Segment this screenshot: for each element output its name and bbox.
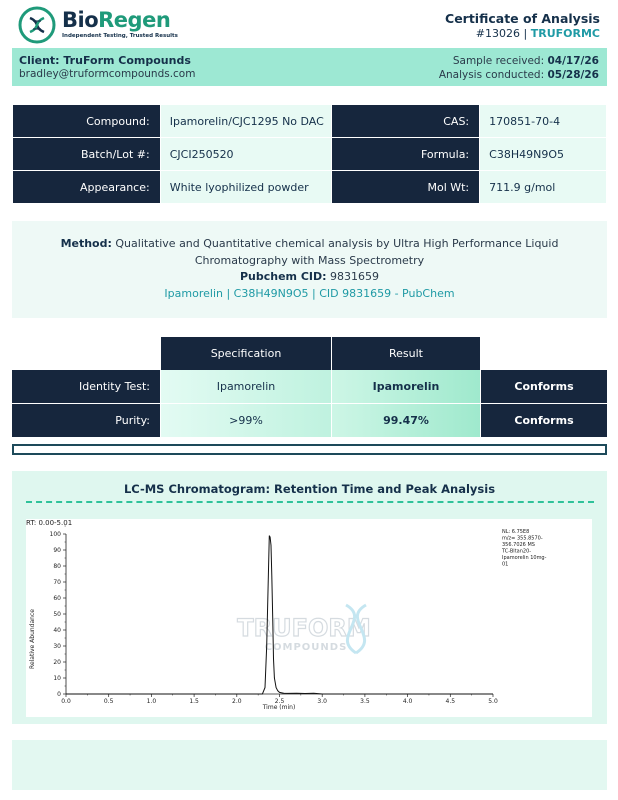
info-line: NL: 6.75E8 <box>502 529 530 535</box>
chromatogram-panel <box>26 519 592 717</box>
purity-spec: >99% <box>161 404 331 437</box>
report-header <box>12 6 608 44</box>
appearance-value: White lyophilized powder <box>160 171 331 204</box>
y-tick-label: 60 <box>53 595 61 602</box>
x-tick-label: 2.0 <box>232 698 242 705</box>
x-tick-label: 1.0 <box>146 698 157 705</box>
x-tick-label: 3.0 <box>317 698 327 705</box>
brand-code: TRUFORMC <box>530 27 600 40</box>
batch-value: CJCI250520 <box>160 138 331 171</box>
purity-status: Conforms <box>481 404 607 437</box>
x-tick-label: 4.0 <box>402 698 413 705</box>
info-row-batch <box>13 138 607 171</box>
cas-label: CAS: <box>331 105 480 138</box>
x-tick-label: 0.5 <box>103 698 114 705</box>
certificate-number: #13026 <box>475 27 521 40</box>
formula-label: Formula: <box>331 138 480 171</box>
x-tick-label: 3.5 <box>360 698 370 705</box>
logo-tagline: Independent Testing, Trusted Results <box>62 33 178 39</box>
info-line: 01 <box>502 561 509 568</box>
logo-wordmark-bio: Bio <box>62 8 99 32</box>
client-dates <box>439 54 599 82</box>
certificate-id <box>476 27 600 40</box>
appearance-label: Appearance: <box>13 171 161 204</box>
info-line: TC-Bltan20- <box>502 548 532 555</box>
y-tick-label: 10 <box>53 675 61 682</box>
watermark-truform: TRUFORM <box>237 614 371 642</box>
specification-header: Specification <box>161 337 331 370</box>
cas-value: 170851-70-4 <box>480 105 607 138</box>
pubchem-link[interactable]: Ipamorelin | C38H49N9O5 | CID 9831659 - PubChem <box>164 286 455 300</box>
y-tick-label: 50 <box>53 611 61 618</box>
method-box <box>12 221 607 318</box>
compound-value: Ipamorelin/CJC1295 No DAC <box>160 105 331 138</box>
y-tick-label: 70 <box>53 579 61 586</box>
certificate-title: Certificate of Analysis <box>445 11 600 26</box>
result-header: Result <box>332 337 480 370</box>
x-tick-label: 1.5 <box>189 698 199 705</box>
result-row-identity <box>12 370 607 403</box>
method-label: Method: <box>60 237 112 250</box>
sample-received-date: 04/17/26 <box>547 55 599 67</box>
watermark-compounds: COMPOUNDS <box>264 642 348 653</box>
identity-status: Conforms <box>481 370 607 403</box>
info-line: m/z= 355.8570- <box>502 535 543 542</box>
y-tick-label: 0 <box>57 691 61 698</box>
method-line1 <box>12 236 607 253</box>
sample-received <box>439 54 599 68</box>
info-block <box>501 529 547 568</box>
y-tick-label: 90 <box>53 547 61 554</box>
logo-wordmark-regen: Regen <box>98 8 171 32</box>
x-axis-label: Time (min) <box>262 704 296 711</box>
molwt-label: Mol Wt: <box>331 171 480 204</box>
info-line: 356.7026 MS <box>502 542 535 548</box>
watermark <box>237 605 371 653</box>
analysis-conducted-date: 05/28/26 <box>547 69 599 81</box>
identity-result: Ipamorelin <box>332 370 480 403</box>
y-tick-label: 20 <box>53 659 61 666</box>
bioregen-logo <box>18 6 178 44</box>
analysis-conducted <box>439 68 599 82</box>
client-email: bradley@truformcompounds.com <box>19 68 196 80</box>
chromatogram-title: LC-MS Chromatogram: Retention Time and Peak Analysis <box>123 482 496 496</box>
pubchem-value: 9831659 <box>330 270 380 283</box>
x-tick-label: 2.5 <box>274 698 285 705</box>
rt-range: RT: 0.00-5.01 <box>26 519 73 527</box>
pubchem-label: Pubchem CID: <box>239 270 327 283</box>
batch-label: Batch/Lot #: <box>13 138 161 171</box>
molwt-value: 711.9 g/mol <box>480 171 607 204</box>
method-text-1: Qualitative and Quantitative chemical analysis by Ultra High Performance Liquid <box>115 237 559 250</box>
compound-info-table <box>12 104 607 204</box>
identity-spec: Ipamorelin <box>161 370 331 403</box>
chromatogram-chart <box>26 519 592 717</box>
purity-label: Purity: <box>12 404 160 437</box>
client-bar <box>12 48 607 86</box>
y-tick-label: 100 <box>49 531 61 538</box>
compound-label: Compound: <box>13 105 161 138</box>
y-axis-label: Relative Abundance <box>29 609 36 669</box>
identity-label: Identity Test: <box>12 370 160 403</box>
title-divider <box>26 501 594 503</box>
x-tick-label: 0.0 <box>61 698 71 705</box>
empty-bar <box>12 444 607 455</box>
pubchem-line <box>12 269 607 286</box>
sample-received-label: Sample received: <box>452 55 545 67</box>
y-tick-label: 40 <box>53 627 61 634</box>
y-tick-label: 30 <box>53 643 61 650</box>
footer-box <box>12 740 607 790</box>
certificate-separator: | <box>523 27 528 40</box>
result-row-purity <box>12 404 607 437</box>
info-row-appearance <box>13 171 607 204</box>
x-tick-label: 4.5 <box>445 698 456 705</box>
x-tick-label: 5.0 <box>488 698 498 705</box>
logo-wordmark <box>62 8 170 32</box>
client-name: Client: TruForm Compounds <box>19 54 191 67</box>
info-row-compound <box>13 105 607 138</box>
formula-value: C38H49N9O5 <box>480 138 607 171</box>
info-line: Ipamorelin 10mg- <box>502 555 547 561</box>
method-text-2: Chromatography with Mass Spectrometry <box>194 253 425 267</box>
chromatogram-section <box>12 471 607 724</box>
y-tick-label: 80 <box>53 563 61 570</box>
analysis-conducted-label: Analysis conducted: <box>438 69 545 81</box>
purity-result: 99.47% <box>332 404 480 437</box>
dna-circle-icon <box>18 6 56 44</box>
